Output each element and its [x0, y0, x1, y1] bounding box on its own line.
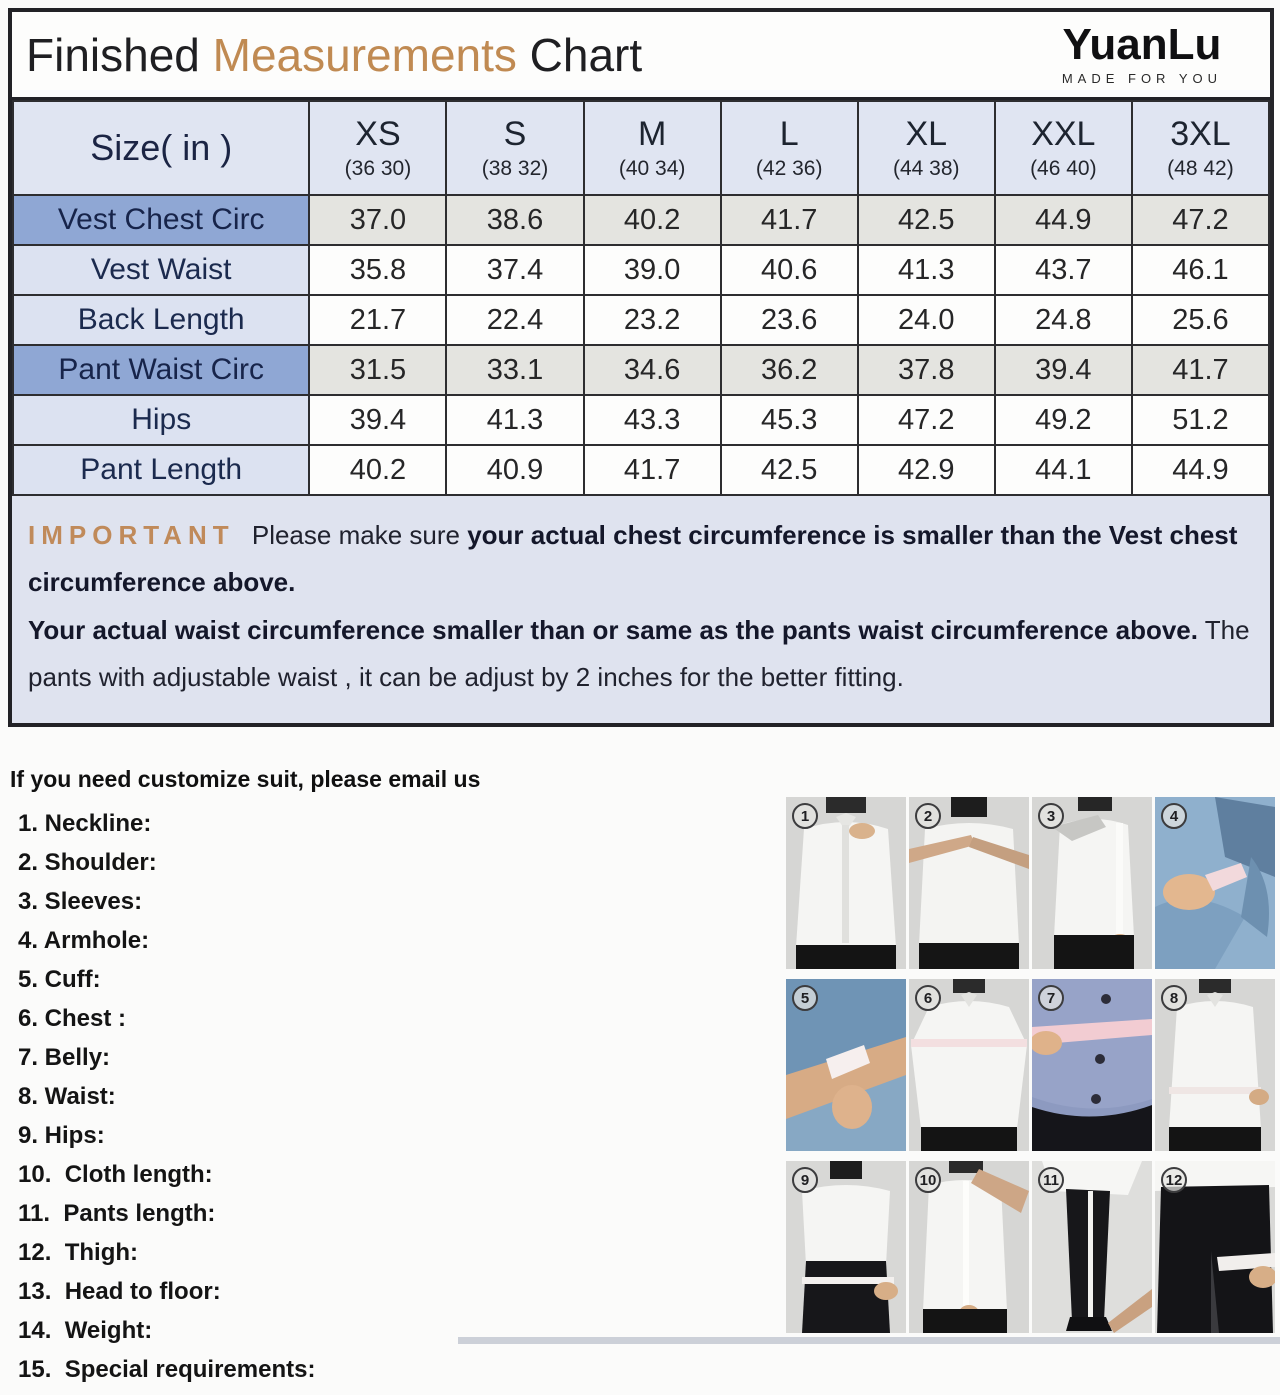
- list-item-neckline: 1. Neckline:: [18, 810, 152, 837]
- photo-hips: [786, 1161, 906, 1333]
- important-label: IMPORTANT: [28, 520, 235, 550]
- list-item-hips: 9. Hips:: [18, 1122, 105, 1149]
- photo-number-badge: 10: [915, 1167, 941, 1193]
- table-row-pant-waist-circ: Pant Waist Circ 31.5 33.1 34.6 36.2 37.8 39.4 41.7: [13, 345, 1269, 395]
- size-col-l: L (42 36): [721, 101, 858, 195]
- photo-sleeves: [1032, 797, 1152, 969]
- brand-tagline: MADE FOR YOU: [1061, 71, 1222, 86]
- important-note: [12, 496, 1270, 723]
- size-table-header-row: [13, 101, 1269, 195]
- title-part-finished: Finished: [26, 28, 213, 81]
- photo-number-badge: 4: [1161, 803, 1187, 829]
- list-item-belly: 7. Belly:: [18, 1044, 111, 1071]
- photo-number-badge: 7: [1038, 985, 1064, 1011]
- brand-logo: [1061, 20, 1256, 86]
- photo-belly: [1032, 979, 1152, 1151]
- size-col-xl: XL (44 38): [858, 101, 995, 195]
- size-unit-header: Size( in ): [13, 101, 309, 195]
- photo-cloth-length: [909, 1161, 1029, 1333]
- photo-number-badge: 3: [1038, 803, 1064, 829]
- customize-list: [18, 810, 315, 1395]
- table-row-vest-waist: Vest Waist 35.8 37.4 39.0 40.6 41.3 43.7 46.1: [13, 245, 1269, 295]
- photo-shoulder: [909, 797, 1029, 969]
- table-row-vest-chest-circ: Vest Chest Circ 37.0 38.6 40.2 41.7 42.5 44.9 47.2: [13, 195, 1269, 245]
- list-item-head-to-floor: 13. Head to floor:: [18, 1278, 221, 1305]
- cropped-next-section-edge: [458, 1337, 1280, 1344]
- list-item-thigh: 12. Thigh:: [18, 1239, 138, 1266]
- size-col-3xl: 3XL (48 42): [1132, 101, 1269, 195]
- list-item-chest: 6. Chest :: [18, 1005, 127, 1032]
- list-item-weight: 14. Weight:: [18, 1317, 153, 1344]
- measurement-photo-grid: [786, 797, 1275, 1333]
- title-bar: [12, 12, 1270, 100]
- photo-thigh: [1155, 1161, 1275, 1333]
- page-title: [26, 28, 642, 82]
- table-row-back-length: Back Length 21.7 22.4 23.2 23.6 24.0 24.8 25.6: [13, 295, 1269, 345]
- photo-number-badge: 8: [1161, 985, 1187, 1011]
- photo-cuff: [786, 979, 906, 1151]
- photo-number-badge: 2: [915, 803, 941, 829]
- brand-name: YuanLu: [1062, 20, 1222, 69]
- photo-number-badge: 6: [915, 985, 941, 1011]
- photo-number-badge: 5: [792, 985, 818, 1011]
- photo-number-badge: 9: [792, 1167, 818, 1193]
- photo-waist: [1155, 979, 1275, 1151]
- size-col-xs: XS (36 30): [309, 101, 446, 195]
- list-item-special-requirements: 15. Special requirements:: [18, 1356, 316, 1383]
- list-item-shoulder: 2. Shoulder:: [18, 849, 157, 876]
- list-item-waist: 8. Waist:: [18, 1083, 116, 1110]
- table-row-pant-length: Pant Length 40.2 40.9 41.7 42.5 42.9 44.1 44.9: [13, 445, 1269, 495]
- important-paragraph-2: Your actual waist circumference smaller than or same as the pants waist circumference above. The pants with adjustable waist , it can be adjust by 2 inches for the better fitting.: [28, 614, 1250, 692]
- size-col-m: M (40 34): [584, 101, 721, 195]
- measurements-sheet: [8, 8, 1274, 727]
- photo-armhole: [1155, 797, 1275, 969]
- photo-number-badge: 1: [792, 803, 818, 829]
- list-item-armhole: 4. Armhole:: [18, 927, 150, 954]
- photo-pants-length: [1032, 1161, 1152, 1333]
- list-item-pants-length: 11. Pants length:: [18, 1200, 216, 1227]
- photo-number-badge: 11: [1038, 1167, 1064, 1193]
- size-table: [12, 100, 1270, 496]
- photo-neckline: [786, 797, 906, 969]
- list-item-cloth-length: 10. Cloth length:: [18, 1161, 213, 1188]
- title-part-measurements: Measurements: [212, 28, 517, 81]
- customize-heading: If you need customize suit, please email us: [10, 766, 481, 792]
- list-item-sleeves: 3. Sleeves:: [18, 888, 143, 915]
- title-part-chart: Chart: [516, 28, 643, 81]
- size-col-xxl: XXL (46 40): [995, 101, 1132, 195]
- size-col-s: S (38 32): [446, 101, 583, 195]
- table-row-hips: Hips 39.4 41.3 43.3 45.3 47.2 49.2 51.2: [13, 395, 1269, 445]
- photo-number-badge: 12: [1161, 1167, 1187, 1193]
- list-item-cuff: 5. Cuff:: [18, 966, 101, 993]
- photo-chest: [909, 979, 1029, 1151]
- important-paragraph-1: IMPORTANT Please make sure your actual chest circumference is smaller than the Vest chest circumference above.: [28, 520, 1238, 598]
